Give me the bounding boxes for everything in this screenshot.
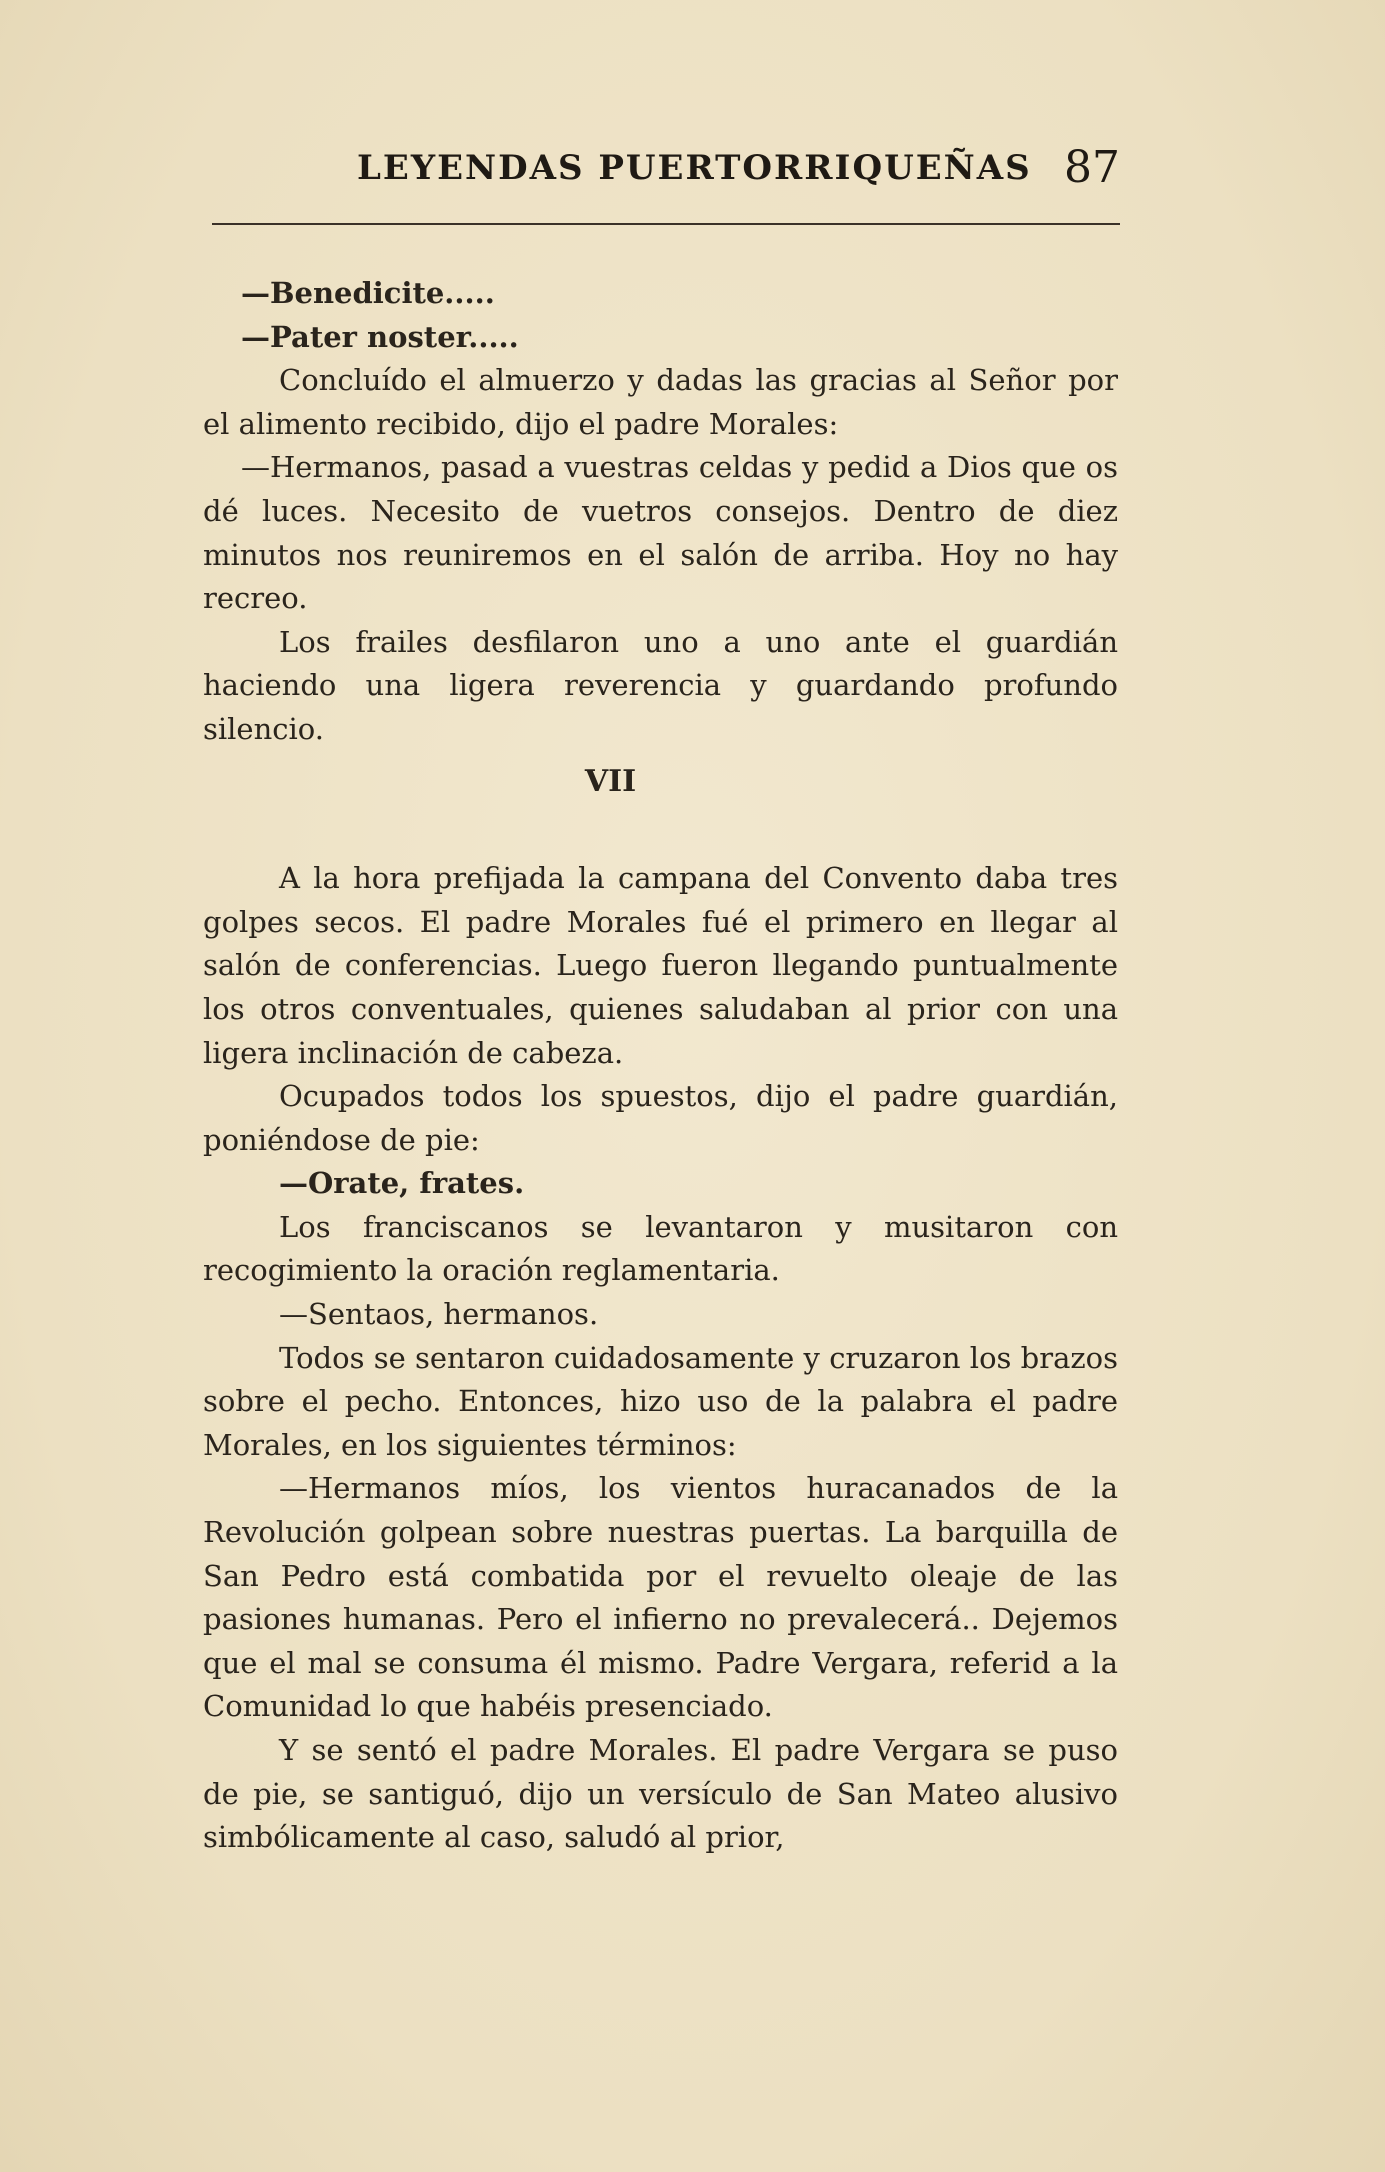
body-text xyxy=(203,272,1118,1860)
header-rule xyxy=(212,223,1120,225)
page-header xyxy=(205,142,1125,210)
paragraph: Ocupados todos los spuestos, dijo el padre guardián, poniéndose de pie: xyxy=(203,1079,1118,1157)
chapter-heading: VII xyxy=(584,763,637,799)
paragraph: Todos se sentaron cuidadosamente y cruzaron los brazos sobre el pecho. Entonces, hizo uso de la palabra el padre Morales, en los siguientes términos: xyxy=(203,1340,1118,1462)
paragraph: —Hermanos míos, los vientos huracanados de la Revolución golpean sobre nuestras puertas. La barquilla de San Pedro está combatida por el revuelto oleaje de las pasiones humanas. Pero el infierno no prevalecerá.. Dejemos que el mal se consuma él mismo. Padre Vergara, referid a la Comunidad lo que habéis presenciado. xyxy=(203,1471,1118,1724)
paragraph: Concluído el almuerzo y dadas las gracias al Señor por el alimento recibido, dijo el padre Morales: xyxy=(203,363,1118,441)
paragraph: —Hermanos, pasad a vuestras celdas y pedid a Dios que os dé luces. Necesito de vuetros consejos. Dentro de diez minutos nos reuniremos en el salón de arriba. Hoy no hay recreo. xyxy=(203,450,1118,616)
page-number: 87 xyxy=(1064,142,1120,193)
dialogue-line: —Pater noster..... xyxy=(241,319,519,354)
dialogue-line: —Sentaos, hermanos. xyxy=(279,1297,599,1332)
paragraph: Y se sentó el padre Morales. El padre Vergara se puso de pie, se santiguó, dijo un versículo de San Mateo alusivo simbólicamente al caso, saludó al prior, xyxy=(203,1733,1118,1855)
running-title: LEYENDAS PUERTORRIQUEÑAS xyxy=(357,148,1032,188)
dialogue-line: —Orate, frates. xyxy=(279,1166,525,1201)
paragraph: Los franciscanos se levantaron y musitaron con recogimiento la oración reglamentaria. xyxy=(203,1209,1118,1288)
paragraph: A la hora prefijada la campana del Convento daba tres golpes secos. El padre Morales fué el primero en llegar al salón de conferencias. Luego fueron llegando puntualmente los otros conventuales, quienes saludaban al prior con una ligera inclinación de cabeza. xyxy=(203,861,1118,1070)
paragraph: Los frailes desfilaron uno a uno ante el guardián haciendo una ligera reverencia y guardando profundo silencio. xyxy=(203,624,1118,746)
dialogue-line: —Benedicite..... xyxy=(241,276,495,310)
